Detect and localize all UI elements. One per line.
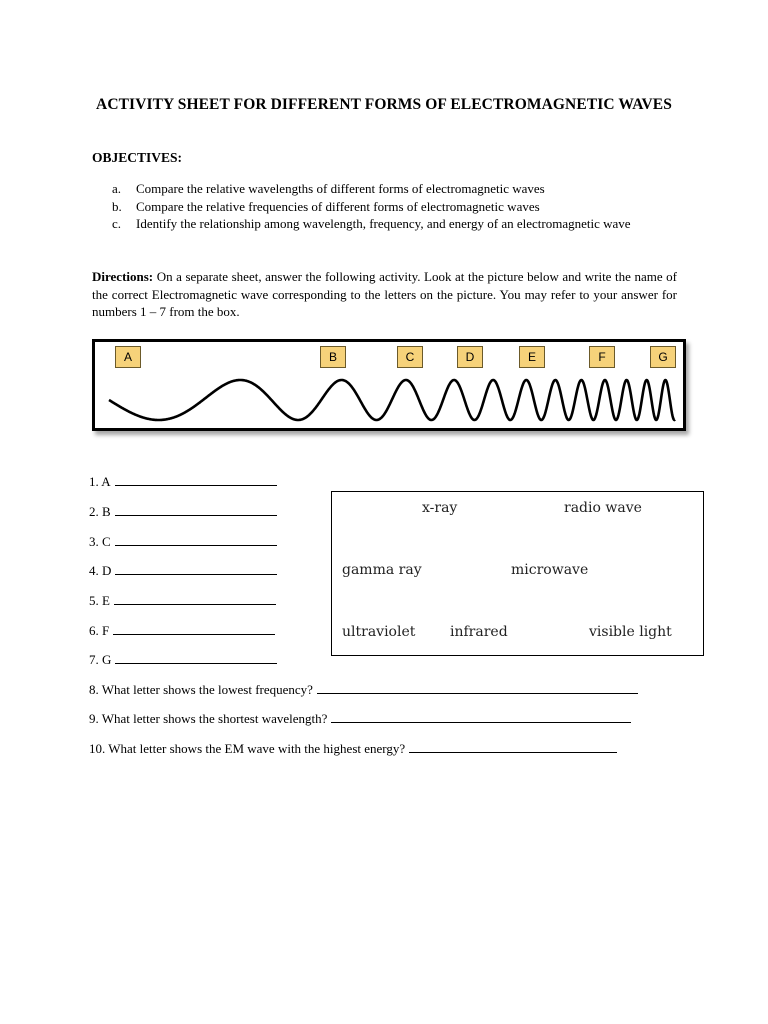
- question-text: 2. B: [89, 504, 111, 519]
- question-text: 3. C: [89, 534, 111, 549]
- answer-blank[interactable]: [317, 681, 638, 694]
- directions-text: On a separate sheet, answer the following activity. Look at the picture below and write the name of the correct Electromagnetic wave corresponding to the letters on the picture. You may refer to your answer for numbers 1 – 7 from the box.: [92, 269, 677, 319]
- wave-label-e: E: [519, 346, 545, 368]
- choice-radio-wave: radio wave: [564, 500, 642, 516]
- answer-blank[interactable]: [115, 533, 277, 546]
- question-text: 10. What letter shows the EM wave with the highest energy?: [89, 741, 406, 756]
- choice-visible-light: visible light: [589, 624, 672, 640]
- wave-label-g: G: [650, 346, 676, 368]
- objective-text: Compare the relative frequencies of different forms of electromagnetic waves: [136, 198, 540, 214]
- answer-blank[interactable]: [113, 622, 275, 635]
- directions-label: Directions:: [92, 269, 154, 284]
- answer-blank[interactable]: [409, 740, 617, 753]
- objectives-list: [112, 180, 687, 233]
- question-2: [89, 503, 277, 520]
- question-text: 6. F: [89, 623, 110, 638]
- choice-gamma-ray: gamma ray: [342, 562, 422, 578]
- wave-line: [109, 380, 675, 420]
- answer-blank[interactable]: [115, 562, 277, 575]
- objective-text: Compare the relative wavelengths of different forms of electromagnetic waves: [136, 181, 545, 196]
- objective-letter: c.: [112, 216, 122, 231]
- directions-paragraph: [92, 268, 677, 321]
- answer-blank[interactable]: [115, 651, 277, 664]
- question-1: [89, 473, 277, 490]
- answer-blank[interactable]: [114, 592, 276, 605]
- objective-letter: b.: [112, 198, 122, 214]
- objective-letter: a.: [112, 181, 122, 196]
- wave-label-a: A: [115, 346, 141, 368]
- question-5: [89, 592, 276, 609]
- question-6: [89, 622, 275, 639]
- question-text: 8. What letter shows the lowest frequency?: [89, 682, 313, 697]
- question-9: [89, 710, 631, 727]
- question-text: 1. A: [89, 474, 111, 489]
- wave-label-c: C: [397, 346, 423, 368]
- answer-blank[interactable]: [115, 473, 277, 486]
- em-wave-figure: [92, 339, 686, 431]
- question-text: 7. G: [89, 652, 112, 667]
- question-text: 9. What letter shows the shortest wavelength?: [89, 711, 328, 726]
- question-4: [89, 562, 277, 579]
- wave-label-d: D: [457, 346, 483, 368]
- wave-label-b: B: [320, 346, 346, 368]
- question-8: [89, 681, 638, 698]
- wave-label-f: F: [589, 346, 615, 368]
- choice-ultraviolet: ultraviolet: [342, 624, 416, 640]
- choice-xray: x-ray: [422, 500, 458, 516]
- objectives-heading: OBJECTIVES:: [92, 150, 183, 165]
- objective-item: [112, 198, 687, 216]
- answer-blank[interactable]: [115, 503, 277, 516]
- question-text: 4. D: [89, 563, 112, 578]
- question-3: [89, 533, 277, 550]
- choice-microwave: microwave: [511, 562, 589, 578]
- answer-blank[interactable]: [331, 710, 631, 723]
- page-title: ACTIVITY SHEET FOR DIFFERENT FORMS OF ELECTROMAGNETIC WAVES: [96, 96, 672, 113]
- question-text: 5. E: [89, 593, 110, 608]
- objective-text: Identify the relationship among wavelength, frequency, and energy of an electromagnetic wave: [136, 216, 631, 231]
- word-bank-box: [331, 491, 704, 656]
- objective-item: [112, 215, 687, 233]
- choice-infrared: infrared: [450, 624, 508, 640]
- question-10: [89, 740, 617, 757]
- question-7: [89, 651, 277, 668]
- objective-item: [112, 180, 687, 198]
